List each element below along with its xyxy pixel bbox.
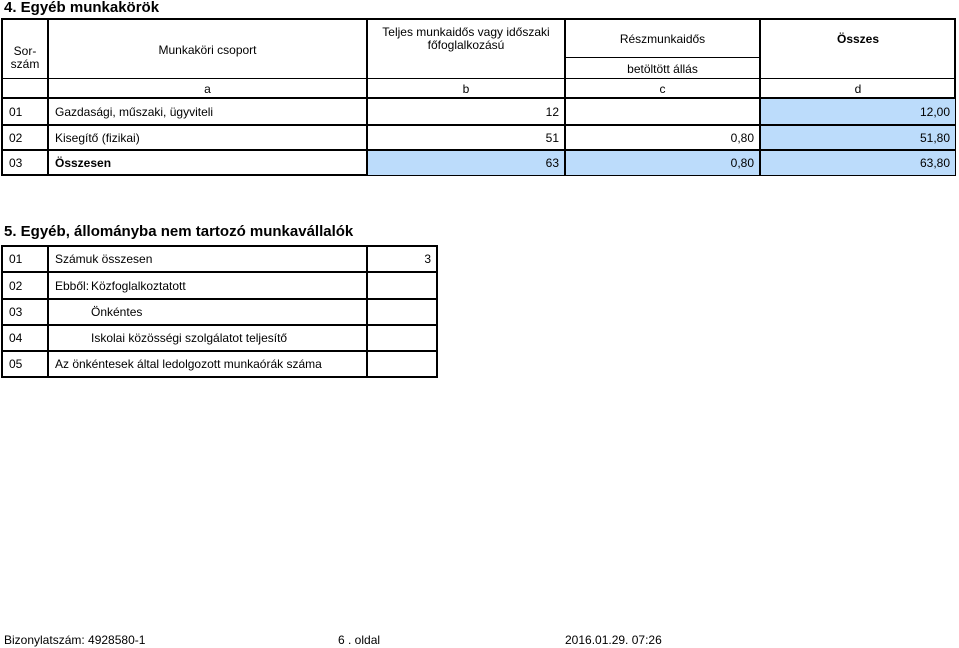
header-teljes-munkaidos: Teljes munkaidős vagy időszaki főfoglalkozású (382, 25, 550, 52)
row-sublabel: Önkéntes (91, 305, 143, 319)
row-label: Számuk összesen (55, 252, 153, 266)
cell-value-c (566, 99, 759, 124)
footer-timestamp: 2016.01.29. 07:26 (565, 633, 662, 647)
row-number: 03 (9, 156, 23, 170)
cell-value-d: 63,80 (919, 156, 950, 170)
section4-title: 4. Egyéb munkakörök (4, 0, 160, 16)
section5-title: 5. Egyéb, állományba nem tartozó munkavállalók (4, 223, 354, 240)
divider (1, 78, 956, 79)
row-label: Gazdasági, műszaki, ügyviteli (55, 104, 214, 119)
row-label: Az önkéntesek által ledolgozott munkaórák száma (55, 357, 322, 371)
row-number: 02 (9, 130, 23, 145)
column-letter-d: d (854, 81, 862, 96)
header-reszmunkaidos: Részmunkaidős (619, 32, 706, 46)
row-number: 04 (9, 331, 23, 345)
footer-page-number: 6 . oldal (338, 633, 381, 647)
row-sublabel: Közfoglalkoztatott (91, 278, 186, 293)
column-letter-c: c (659, 81, 666, 96)
cell-value-b: 12 (545, 104, 559, 119)
row-label: Kisegítő (fizikai) (55, 130, 140, 145)
cell-value-d: 12,00 (919, 104, 950, 119)
cell-value-c: 0,80 (730, 130, 754, 145)
cell-value-b: 63 (545, 156, 559, 170)
row-sublabel: Iskolai közösségi szolgálatot teljesítő (91, 331, 288, 345)
column-letter-a: a (204, 81, 211, 96)
row-number: 01 (9, 252, 23, 266)
cell-value-c: 0,80 (730, 156, 754, 170)
header-sorszam: Sor- szám (10, 44, 40, 71)
row-number: 01 (9, 104, 23, 119)
row-label-total: Összesen (55, 156, 112, 170)
row-number: 03 (9, 305, 23, 319)
cell-value-d: 51,80 (919, 130, 950, 145)
cell-value-b: 51 (545, 130, 559, 145)
header-munkakori-csoport: Munkaköri csoport (158, 43, 257, 57)
header-osszes: Összes (836, 32, 880, 46)
header-betoltott-allas: betöltött állás (627, 62, 698, 76)
row-label: Ebből: (55, 278, 90, 293)
column-letter-b: b (462, 81, 470, 96)
footer-document-id: Bizonylatszám: 4928580-1 (4, 633, 146, 647)
divider (565, 57, 760, 58)
row-number: 02 (9, 278, 23, 293)
row-number: 05 (9, 357, 23, 371)
cell-value: 3 (424, 252, 431, 266)
